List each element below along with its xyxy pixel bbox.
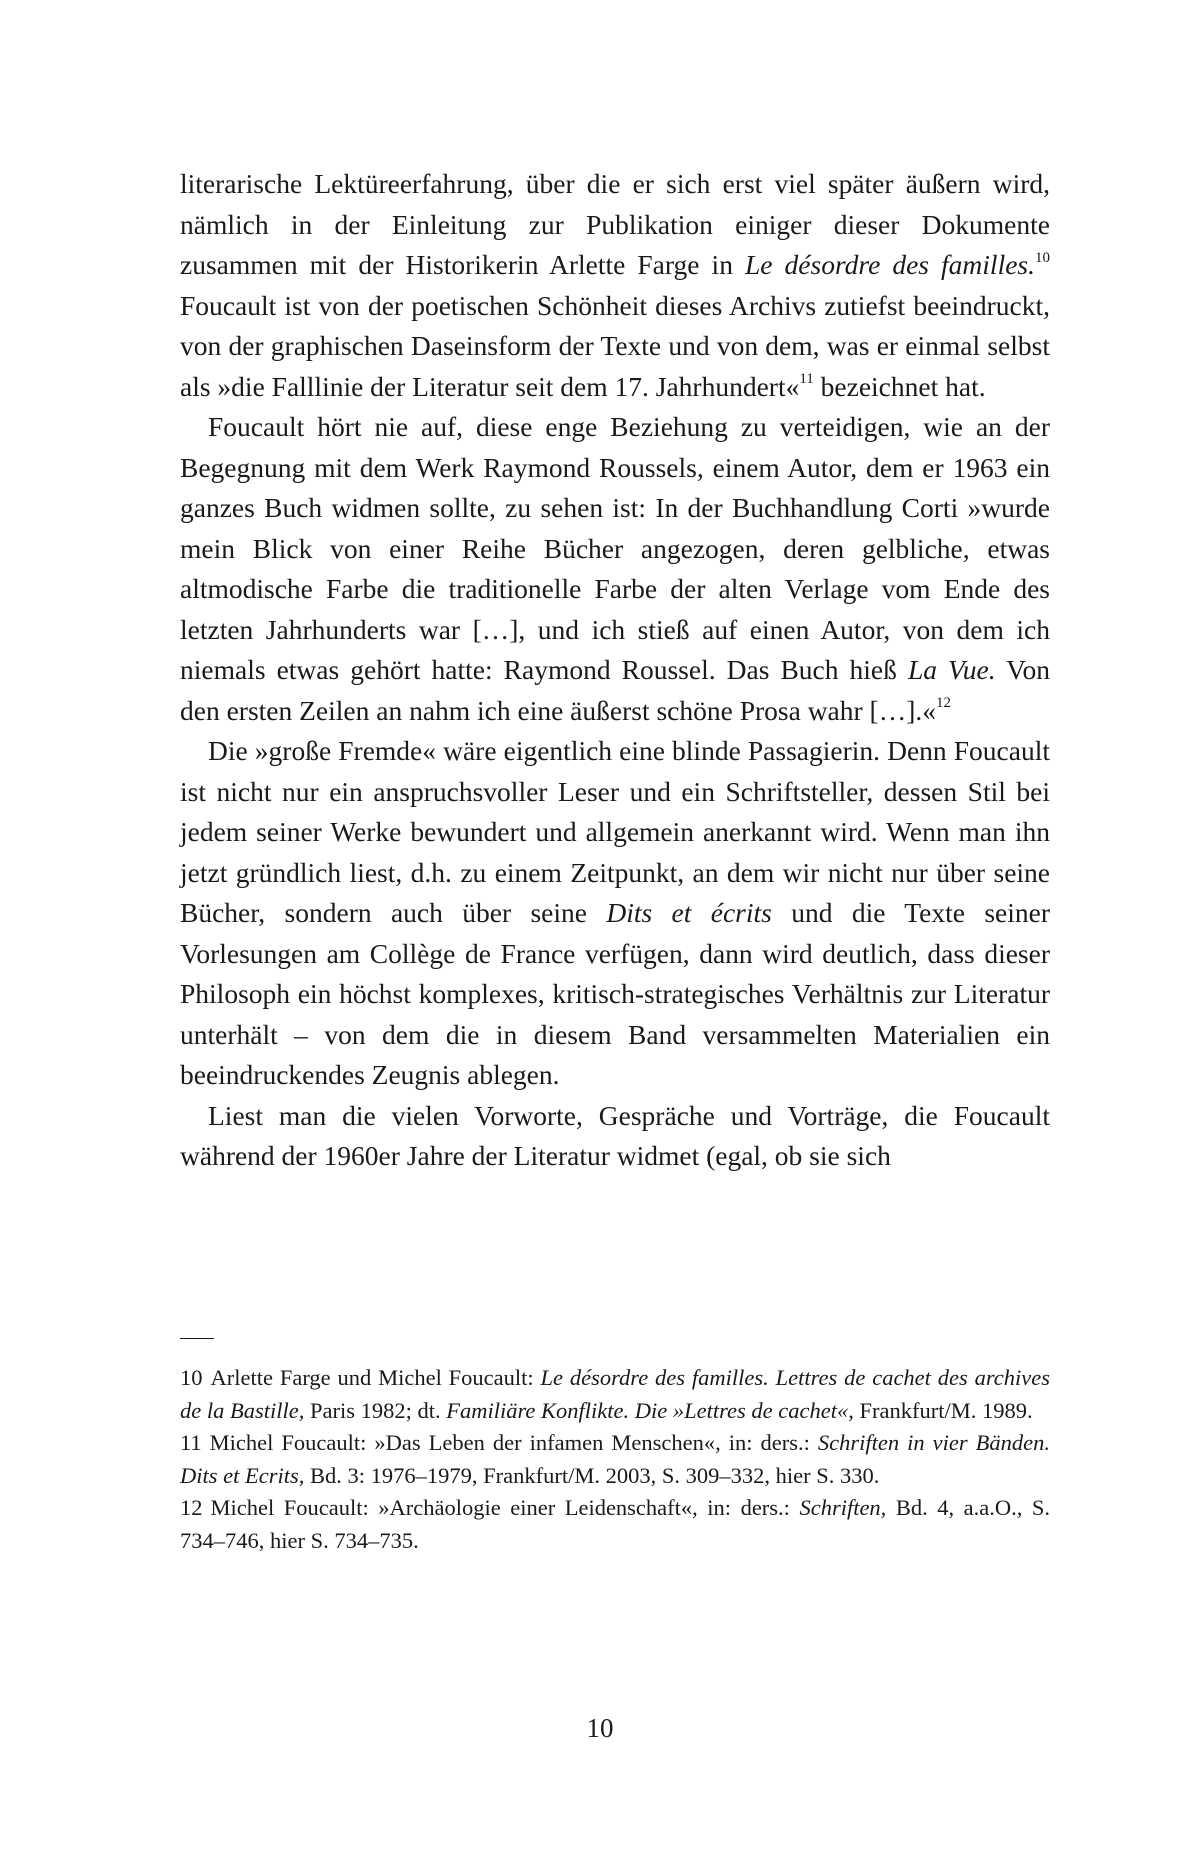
- text-run: Michel Foucault: »Das Leben der infamen Menschen«, in: ders.:: [209, 1430, 818, 1455]
- italic-title: La Vue.: [907, 654, 996, 685]
- italic-title: Le désordre des familles.: [745, 249, 1035, 280]
- paragraph: [180, 407, 1050, 731]
- paragraph: [180, 1096, 1050, 1177]
- paragraph: [180, 731, 1050, 1096]
- paragraph: [180, 164, 1050, 407]
- text-run: Von den ersten Zeilen an nahm ich eine äußerst schöne Prosa wahr […].«: [180, 654, 1050, 726]
- footnote-number: 10: [180, 1365, 203, 1390]
- italic-title: Le désordre des familles. Lettres de cachet des archives de la Bastille,: [180, 1365, 1050, 1423]
- text-run: und die Texte seiner Vorlesungen am Collège de France verfügen, dann wird deutlich, dass dieser Philosoph ein höchst komplexes, kritisch-strategisches Verhältnis zur Literatur unterhält – von dem die in diesem Band versammelten Materialien ein beeindruckendes Zeugnis ablegen.: [180, 897, 1050, 1090]
- text-run: Bd. 4, a.a.O., S. 734–746, hier S. 734–735.: [180, 1495, 1050, 1553]
- body-text: [180, 164, 1050, 1177]
- text-run: bezeichnet hat.: [813, 370, 986, 402]
- text-run: Bd. 3: 1976–1979, Frankfurt/M. 2003, S. 309–332, hier S. 330.: [304, 1462, 880, 1488]
- text-run: Paris 1982; dt.: [304, 1397, 447, 1423]
- footnote-reference: 10: [1035, 249, 1050, 266]
- footnote: [180, 1362, 1050, 1427]
- text-run: Michel Foucault: »Archäologie einer Leidenschaft«, in: ders.:: [210, 1495, 800, 1520]
- text-run: Arlette Farge und Michel Foucault:: [210, 1365, 541, 1390]
- text-run: Foucault ist von der poetischen Schönheit dieses Archivs zutiefst beeindruckt, von der graphischen Daseinsform der Texte und von dem, was er einmal selbst als »die Falllinie der Literatur seit dem 17. Jahrhundert«: [180, 289, 1050, 402]
- footnote: [180, 1427, 1050, 1492]
- footnote-number: 12: [180, 1495, 203, 1520]
- text-run: Liest man die vielen Vorworte, Gespräche und Vorträge, die Foucault während der 1960er Jahre der Literatur widmet (egal, ob sie sich: [180, 1099, 1050, 1171]
- text-run: Die »große Fremde« wäre eigentlich eine blinde Passagierin. Denn Foucault ist nicht nur ein anspruchsvoller Leser und ein Schriftsteller, dessen Stil bei jedem seiner Werke bewundert und allgemein anerkannt wird. Wenn man ihn jetzt gründlich liest, d.h. zu einem Zeitpunkt, an dem wir nicht nur über seine Bücher, sondern auch über seine: [180, 735, 1050, 928]
- footnotes: [180, 1362, 1050, 1557]
- text-run: Frankfurt/M. 1989.: [853, 1397, 1033, 1423]
- italic-title: Familiäre Konflikte. Die »Lettres de cachet«,: [446, 1397, 854, 1423]
- italic-title: Dits et écrits: [606, 897, 772, 928]
- text-run: Foucault hört nie auf, diese enge Beziehung zu verteidigen, wie an der Begegnung mit dem Werk Raymond Roussels, einem Autor, dem er 1963 ein ganzes Buch widmen sollte, zu sehen ist: In der Buchhandlung Corti »wurde mein Blick von einer Reihe Bücher angezogen, deren gelbliche, etwas altmodische Farbe die traditionelle Farbe der alten Verlage vom Ende des letzten Jahrhunderts war […], und ich stieß auf einen Autor, von dem ich niemals etwas gehört hatte: Raymond Roussel. Das Buch hieß: [180, 411, 1050, 685]
- footnote-reference: 12: [935, 695, 951, 712]
- footnote: [180, 1492, 1050, 1557]
- footnote-number: 11: [180, 1430, 202, 1455]
- text-run: literarische Lektüreerfahrung, über die er sich erst viel später äußern wird, nämlich in der Einleitung zur Publikation einiger dieser Dokumente zusammen mit der Historikerin Arlette Farge in: [180, 168, 1050, 280]
- footnote-separator: [180, 1338, 214, 1339]
- italic-title: Schriften,: [799, 1495, 887, 1520]
- footnote-reference: 11: [799, 371, 814, 388]
- italic-title: Schriften in vier Bänden. Dits et Ecrits,: [180, 1430, 1050, 1488]
- page-number: 10: [586, 1713, 614, 1743]
